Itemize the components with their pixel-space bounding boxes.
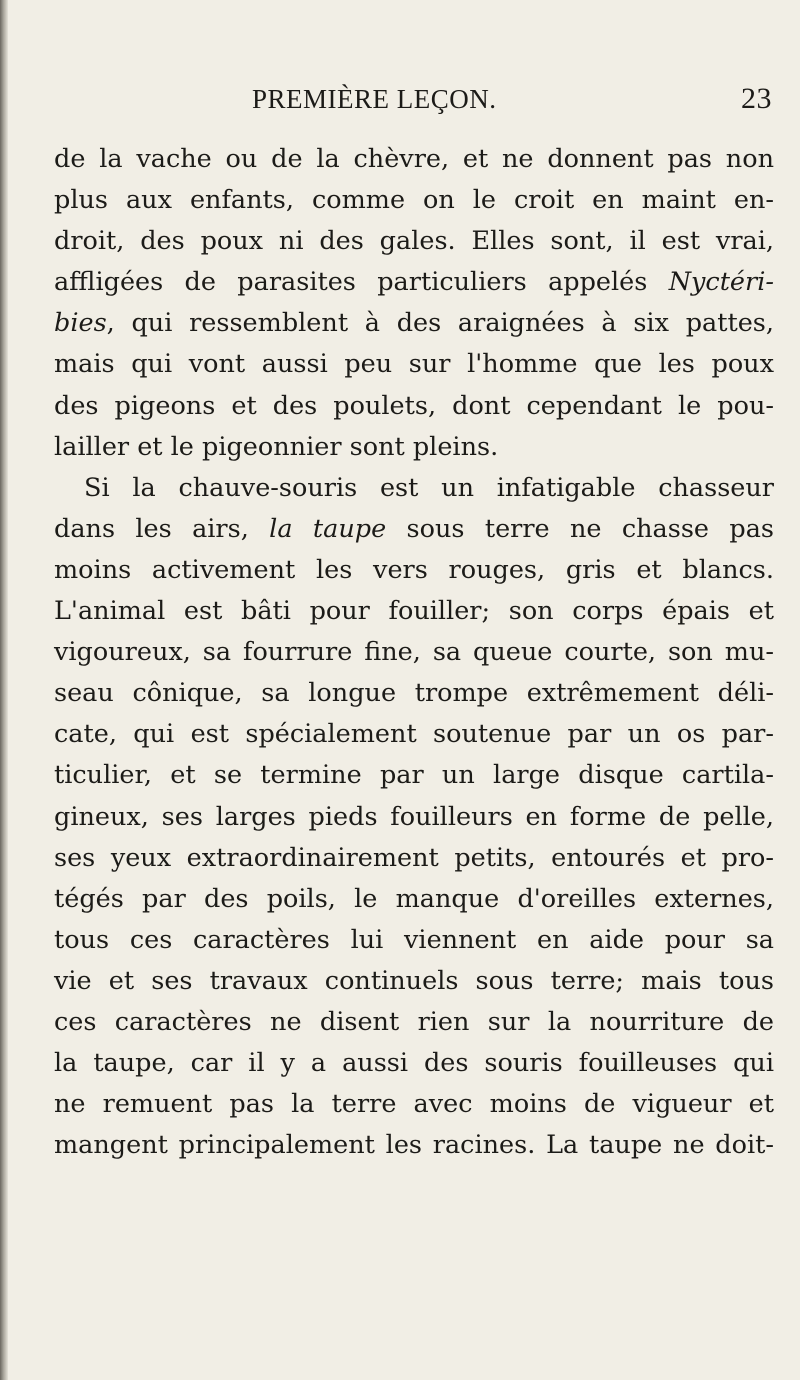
text-line: des pigeons et des poulets, dont cependant le pou- <box>54 390 774 421</box>
text-line-paragraph-start: Si la chauve-souris est un infatigable chasseur <box>84 472 774 503</box>
text-line: tégés par des poils, le manque d'oreilles externes, <box>54 883 774 914</box>
text-segment: affligées de parasites particuliers appelés <box>54 267 669 298</box>
text-line: ces caractères ne disent rien sur la nourriture de <box>54 1006 774 1037</box>
text-line: vie et ses travaux continuels sous terre; mais tous <box>54 965 774 996</box>
text-line: seau cônique, sa longue trompe extrêmement déli- <box>54 678 774 709</box>
text-line: ses yeux extraordinairement petits, entourés et pro- <box>54 842 774 873</box>
text-line: la taupe, car il y a aussi des souris fouilleuses qui <box>54 1048 774 1079</box>
text-line-paragraph-end: lailler et le pigeonnier sont pleins. <box>54 431 499 462</box>
text-line: cate, qui est spécialement soutenue par un os par- <box>54 719 774 750</box>
italic-term-continuation: bies <box>54 308 107 339</box>
text-line: ticulier, et se termine par un large disque cartila- <box>54 760 774 791</box>
body-text <box>54 139 774 1166</box>
text-line: tous ces caractères lui viennent en aide pour sa <box>54 924 774 955</box>
italic-term-nycteribies: Nyctéri- <box>668 267 774 298</box>
text-line: L'animal est bâti pour fouiller; son corps épais et <box>54 596 774 627</box>
text-line: gineux, ses larges pieds fouilleurs en forme de pelle, <box>54 801 774 832</box>
text-line: vigoureux, sa fourrure fine, sa queue courte, son mu- <box>54 637 774 668</box>
text-line: mangent principalement les racines. La taupe ne doit- <box>54 1130 774 1161</box>
page-header <box>252 84 772 124</box>
text-line <box>54 262 774 303</box>
text-segment: sous terre ne chasse pas <box>386 513 774 544</box>
text-line: de la vache ou de la chèvre, et ne donnent pas non <box>54 144 774 174</box>
text-line <box>54 303 774 344</box>
text-line: ne remuent pas la terre avec moins de vigueur et <box>54 1089 774 1120</box>
page-edge-shadow <box>0 0 8 1380</box>
text-line: plus aux enfants, comme on le croit en maint en- <box>54 185 774 216</box>
text-line: droit, des poux ni des gales. Elles sont, il est vrai, <box>54 226 774 257</box>
page-number: 23 <box>741 82 772 115</box>
text-segment: dans les airs, <box>54 513 270 544</box>
text-line: moins activement les vers rouges, gris et blancs. <box>54 554 774 585</box>
text-line: mais qui vont aussi peu sur l'homme que les poux <box>54 349 774 380</box>
text-segment: , qui ressemblent à des araignées à six pattes, <box>106 308 774 339</box>
italic-term-la-taupe: la taupe <box>269 513 387 544</box>
running-head: PREMIÈRE LEÇON. <box>252 84 497 114</box>
text-line <box>54 509 774 550</box>
